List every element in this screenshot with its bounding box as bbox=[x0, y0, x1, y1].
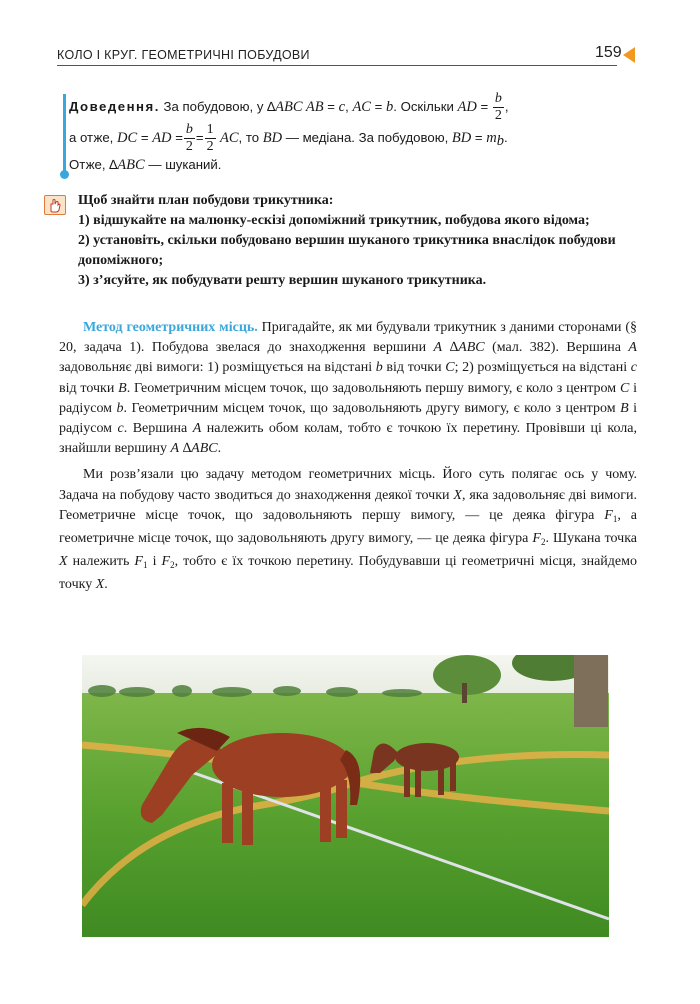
math: AD bbox=[152, 129, 172, 146]
body-text: , тобто є їх точкою перетину. Побудувавши ці геометричні місця, знайдемо точку bbox=[59, 554, 637, 593]
body-text: ∆ bbox=[179, 441, 192, 457]
proof-text: . Оскільки bbox=[393, 98, 458, 114]
math: = bbox=[137, 129, 153, 145]
body-text: і радіусом bbox=[59, 400, 637, 437]
math: F bbox=[134, 554, 143, 570]
horses-photo bbox=[82, 655, 609, 937]
proof-line-1: Доведення. За побудовою, у ∆ABC AB = c, AC = b. Оскільки AD = $\frac{b}{2}$ , bbox=[69, 91, 509, 123]
math-subscript: 1 bbox=[612, 513, 618, 524]
math: ABC bbox=[191, 441, 218, 457]
math: b bbox=[375, 360, 383, 376]
math-subscript: 2 bbox=[170, 560, 175, 571]
rules-step-2: 2) установіть, скільки побудовано вершин шуканого трикутника внаслідок побудови допоміжного; bbox=[78, 233, 616, 268]
math: b bbox=[116, 400, 124, 416]
math: X bbox=[59, 554, 68, 570]
math-subscript: 1 bbox=[142, 560, 148, 571]
body-text: належить bbox=[67, 554, 135, 570]
proof-text: , то bbox=[238, 129, 263, 145]
proof-text: Отже, ∆ bbox=[69, 157, 118, 172]
frac-den: 2 bbox=[206, 139, 214, 154]
body-text: ; 2) розміщується на відстані bbox=[454, 360, 631, 376]
math: = bbox=[471, 129, 487, 145]
method-term: Метод геометричних місць. bbox=[83, 320, 258, 335]
body-text: і радіусом bbox=[59, 380, 638, 416]
proof-text: , bbox=[345, 98, 353, 114]
math: F bbox=[604, 507, 613, 523]
page-marker-icon bbox=[623, 47, 635, 63]
construction-plan-rules bbox=[78, 191, 638, 291]
math: X bbox=[95, 577, 105, 593]
chapter-title: КОЛО І КРУГ. ГЕОМЕТРИЧНІ ПОБУДОВИ bbox=[57, 48, 310, 62]
math: ABC AB bbox=[275, 98, 324, 115]
math: BD bbox=[262, 129, 283, 146]
fraction-b-over-2 bbox=[184, 123, 195, 154]
rules-step-1: 1) відшукайте на малюнку-ескізі допоміжний трикутник, побудова якого відома; bbox=[78, 213, 590, 228]
body-text: Ми розв’язали цю задачу методом геометричних місць. Його суть полягає ось у чому. Задача на побудову часто зводиться до знаходження деякої точки bbox=[59, 467, 637, 503]
rules-step-3: 3) з’ясуйте, як побудувати решту вершин шуканого трикутника. bbox=[78, 273, 487, 288]
proof-text: — медіана. За побудовою, bbox=[282, 129, 452, 145]
proof-line-3 bbox=[69, 154, 639, 176]
body-text: . Шукана точка bbox=[545, 531, 637, 547]
proof-block bbox=[69, 92, 639, 176]
math: AD bbox=[457, 98, 477, 115]
math: b bbox=[386, 98, 394, 115]
proof-text: За побудовою, у ∆ bbox=[163, 98, 276, 114]
math: c bbox=[338, 98, 346, 115]
math: A bbox=[192, 421, 202, 437]
proof-label: Доведення. bbox=[69, 98, 160, 114]
math: A bbox=[433, 340, 443, 356]
rules-intro: Щоб знайти план побудови трикутника: bbox=[78, 193, 334, 208]
math: = bbox=[195, 129, 204, 145]
body-text: , а геометричне місце точок, що задовольняють другу вимогу, — це деяка фігура bbox=[59, 507, 638, 547]
proof-text: — шуканий. bbox=[144, 157, 222, 172]
proof-side-bar bbox=[63, 94, 66, 172]
math: AC bbox=[216, 129, 239, 146]
math-subscript: 2 bbox=[540, 537, 546, 548]
math: ABC bbox=[458, 340, 485, 356]
math: F bbox=[532, 531, 541, 547]
proof-line-2 bbox=[69, 123, 639, 154]
math: B bbox=[620, 400, 629, 416]
body-text: . Вершина bbox=[123, 421, 193, 437]
hand-note-icon bbox=[44, 195, 66, 215]
body-text: задовольняє дві вимоги: 1) розміщується на відстані bbox=[59, 360, 376, 376]
page-header bbox=[57, 44, 637, 68]
math: F bbox=[161, 554, 171, 570]
body-text: . Геометричним місцем точок, що задовольняють першу вимогу, є коло з центром bbox=[126, 380, 620, 396]
math: AC bbox=[352, 98, 371, 115]
math: = bbox=[476, 98, 492, 114]
math: c bbox=[630, 360, 638, 376]
fraction-1-over-2 bbox=[205, 123, 216, 154]
math: A bbox=[628, 340, 637, 356]
body-text: . bbox=[104, 577, 108, 593]
method-paragraph-2 bbox=[59, 465, 637, 595]
math: BD bbox=[451, 129, 472, 146]
body-text: від точки bbox=[59, 380, 119, 396]
page-number: 159 bbox=[595, 44, 622, 61]
body-text: , яка задовольняє дві вимоги. Геометричне місце точок, що задовольняють першу вимогу, — це деяка фігура bbox=[59, 487, 637, 523]
math: B bbox=[118, 380, 127, 396]
math: A bbox=[170, 441, 180, 457]
math: c bbox=[117, 421, 124, 437]
body-text: від точки bbox=[382, 360, 446, 376]
body-text: Пригадайте, як ми будували трикутник з даними сторонами (§ 20, задача 1). Побудова звелася до знаходження вершини bbox=[59, 320, 637, 356]
proof-text: а отже, bbox=[69, 129, 118, 145]
frac-num: 1 bbox=[206, 122, 214, 137]
math: C bbox=[619, 380, 630, 396]
math-subscript: b bbox=[496, 132, 505, 149]
proof-text: . bbox=[504, 129, 508, 145]
math: X bbox=[453, 487, 462, 503]
math: ABC bbox=[117, 157, 145, 173]
body-text: . bbox=[217, 441, 222, 457]
frac-num: b bbox=[185, 122, 193, 137]
math: = bbox=[323, 98, 339, 114]
math: m bbox=[486, 129, 497, 146]
method-section bbox=[59, 318, 637, 596]
math: = bbox=[171, 129, 183, 145]
body-text: (мал. 382). Вершина bbox=[484, 340, 629, 356]
fraction-b-over-2 bbox=[493, 92, 504, 123]
frac-num: b bbox=[494, 91, 502, 106]
math: = bbox=[370, 98, 386, 114]
frac-den: 2 bbox=[494, 108, 502, 123]
body-text: належить обом колам, тобто є точкою їх перетину. Провівши ці кола, знайшли вершину bbox=[59, 421, 637, 457]
header-divider bbox=[57, 65, 617, 66]
method-paragraph-1 bbox=[59, 318, 637, 459]
math: DC bbox=[117, 129, 138, 146]
math: C bbox=[445, 360, 455, 376]
body-text: і bbox=[147, 554, 162, 570]
body-text: . Геометричним місцем точок, що задовольняють другу вимогу, є коло з центром bbox=[123, 400, 621, 416]
body-text: ∆ bbox=[442, 340, 459, 356]
frac-den: 2 bbox=[185, 139, 193, 154]
proof-bar-dot bbox=[60, 170, 69, 179]
